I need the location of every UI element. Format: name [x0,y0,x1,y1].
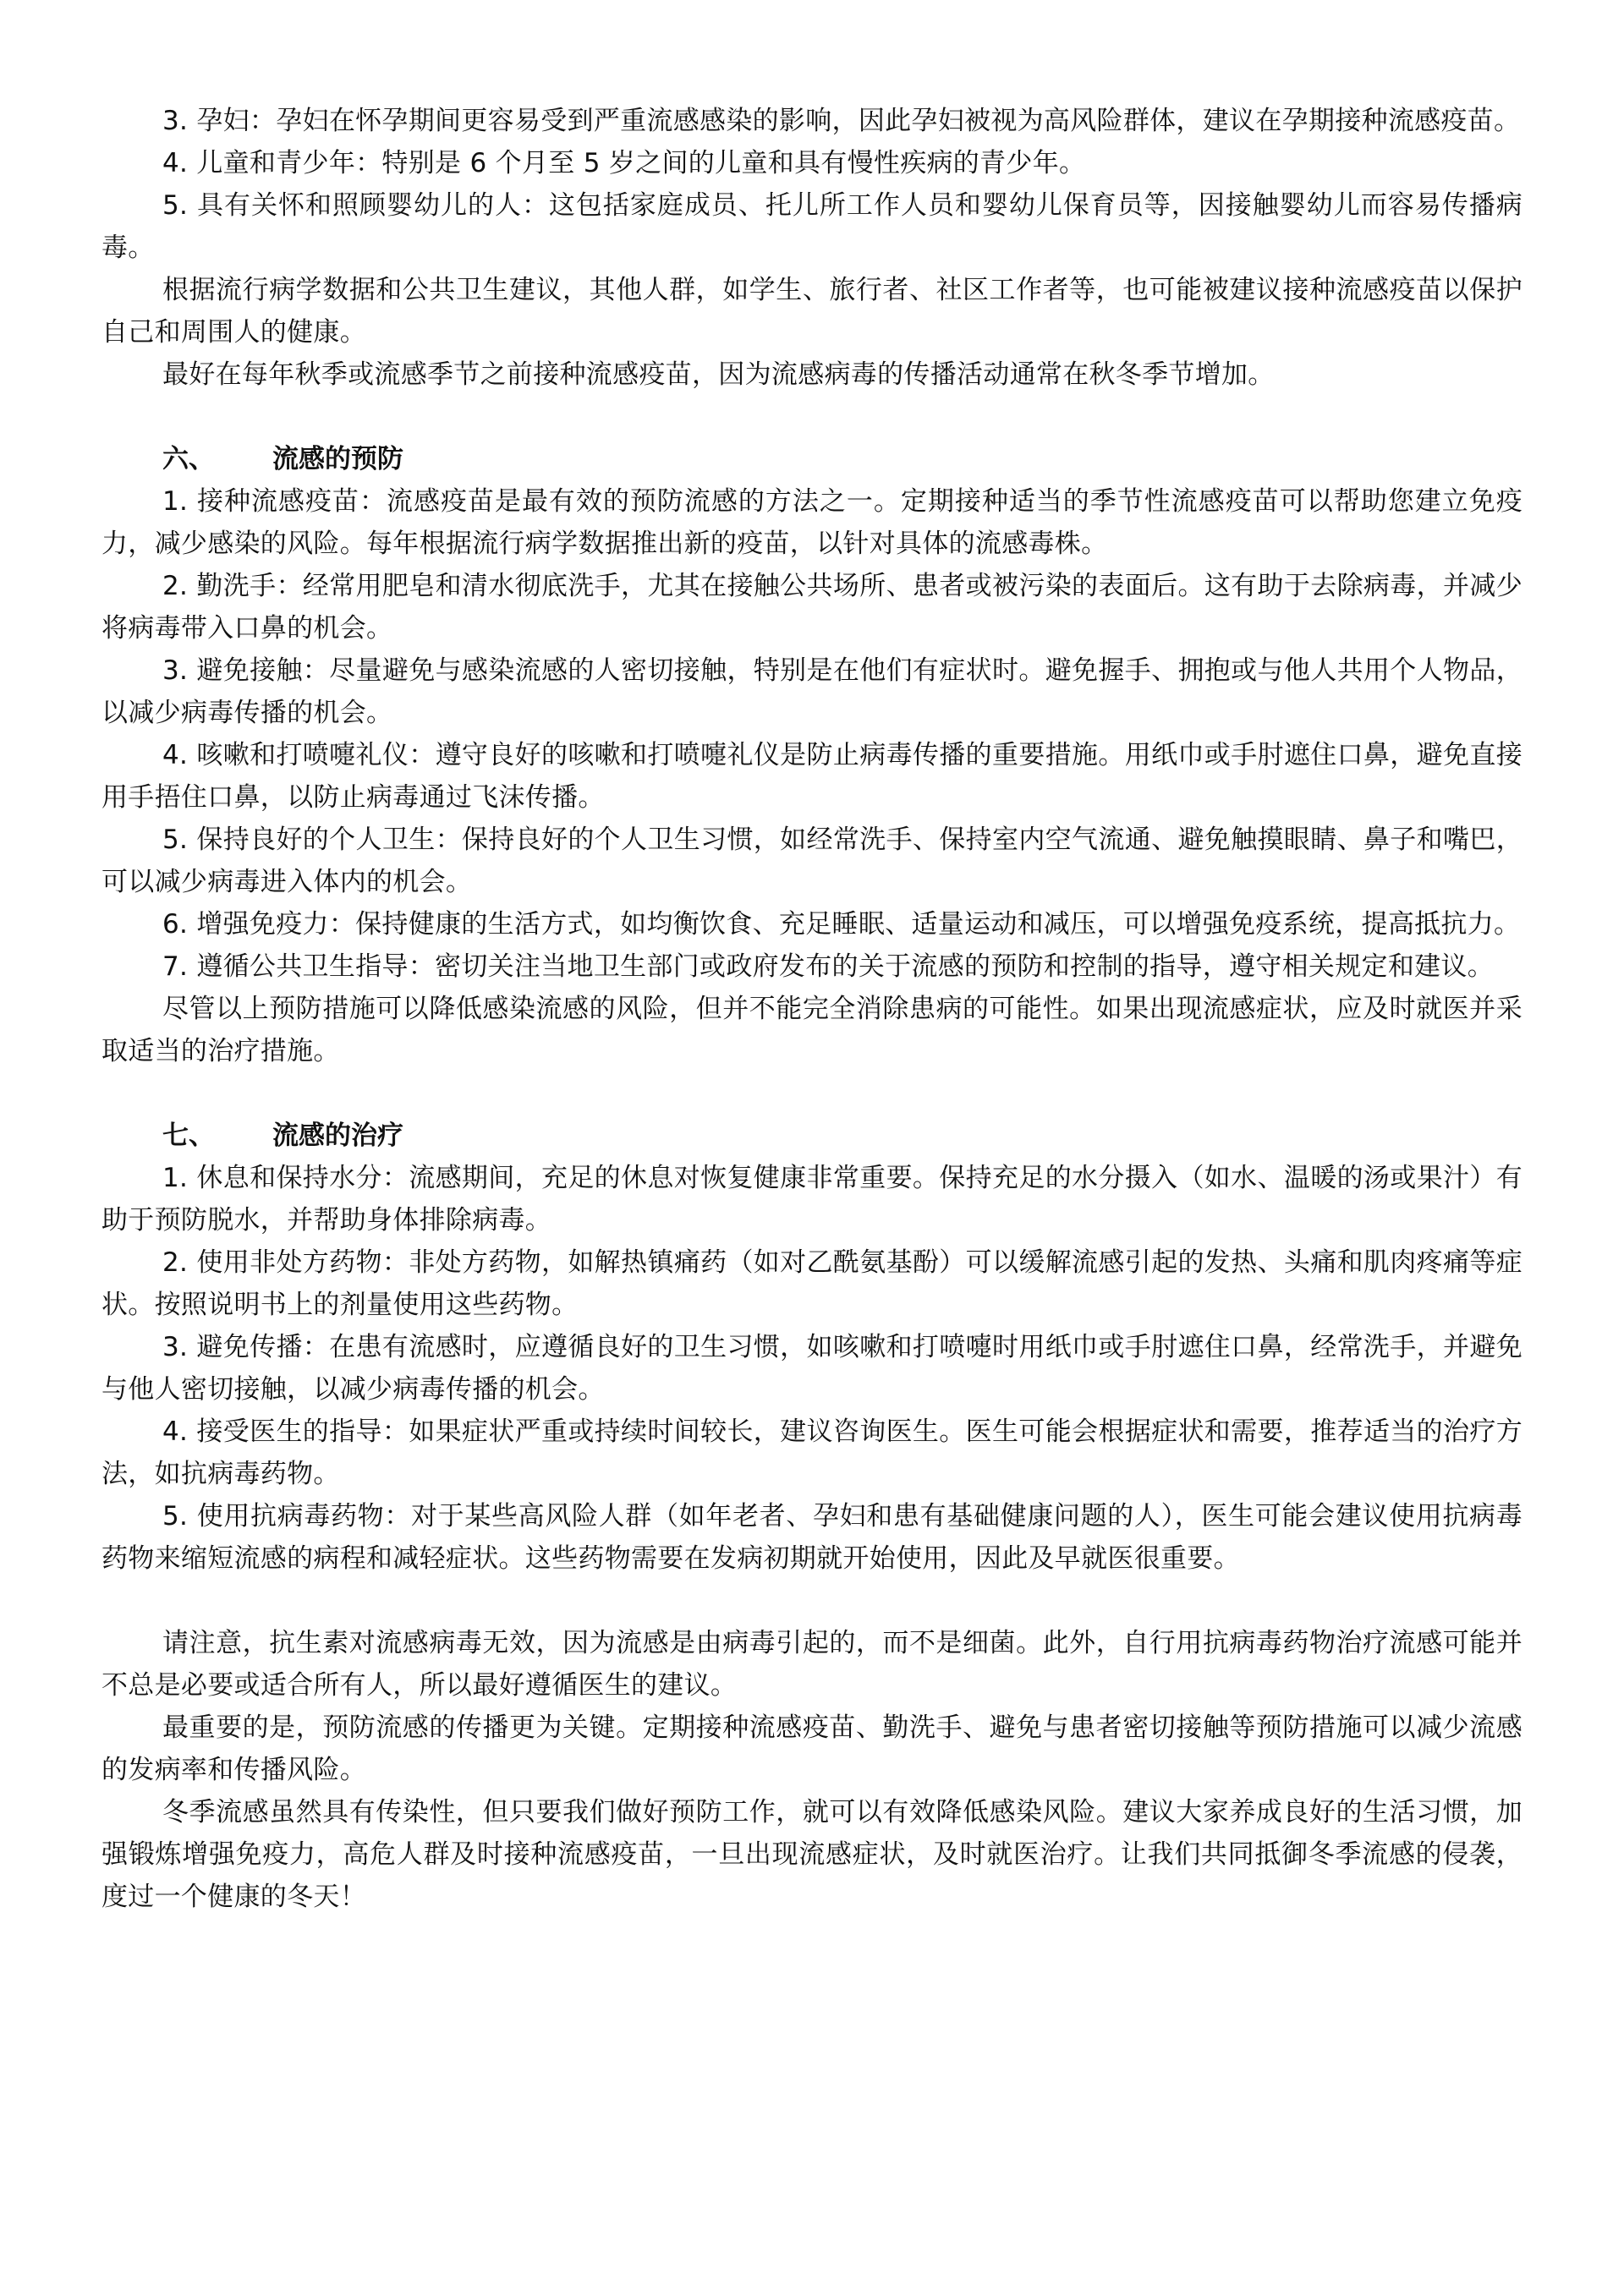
paragraph-prevention-1: 1. 接种流感疫苗：流感疫苗是最有效的预防流感的方法之一。定期接种适当的季节性流感疫苗可以帮助您建立免疫力，减少感染的风险。每年根据流行病学数据推出新的疫苗，以针对具体的流感毒株。 [102,486,1522,559]
paragraph-pregnant-women: 3. 孕妇：孕妇在怀孕期间更容易受到严重流感感染的影响，因此孕妇被视为高风险群体，建议在孕期接种流感疫苗。 [162,106,1521,136]
paragraph-prevention-6: 6. 增强免疫力：保持健康的生活方式，如均衡饮食、充足睡眠、适量运动和减压，可以增强免疫系统，提高抵抗力。 [162,909,1521,940]
section-heading-prevention [102,438,1522,480]
paragraph-treatment-5: 5. 使用抗病毒药物：对于某些高风险人群（如年老者、孕妇和患有基础健康问题的人），医生可能会建议使用抗病毒药物来缩短流感的病程和减轻症状。这些药物需要在发病初期就开始使用，因此及早就医很重要。 [102,1501,1522,1574]
paragraph-conclusion: 冬季流感虽然具有传染性，但只要我们做好预防工作，就可以有效降低感染风险。建议大家养成良好的生活习惯，加强锻炼增强免疫力，高危人群及时接种流感疫苗，一旦出现流感症状，及时就医治疗。让我们共同抵御冬季流感的侵袭，度过一个健康的冬天！ [102,1797,1522,1912]
paragraph-prevention-2: 2. 勤洗手：经常用肥皂和清水彻底洗手，尤其在接触公共场所、患者或被污染的表面后。这有助于去除病毒，并减少将病毒带入口鼻的机会。 [102,571,1522,644]
section-number: 六、 [162,444,215,474]
paragraph-treatment-2: 2. 使用非处方药物：非处方药物，如解热镇痛药（如对乙酰氨基酚）可以缓解流感引起的发热、头痛和肌肉疼痛等症状。按照说明书上的剂量使用这些药物。 [102,1247,1522,1320]
blank-line [102,1580,1522,1622]
paragraph-prevention-5: 5. 保持良好的个人卫生：保持良好的个人卫生习惯，如经常洗手、保持室内空气流通、避免触摸眼睛、鼻子和嘴巴，可以减少病毒进入体内的机会。 [102,825,1522,897]
paragraph-prevention-3: 3. 避免接触：尽量避免与感染流感的人密切接触，特别是在他们有症状时。避免握手、拥抱或与他人共用个人物品，以减少病毒传播的机会。 [102,655,1522,728]
paragraph-prevention-summary: 尽管以上预防措施可以降低感染流感的风险，但并不能完全消除患病的可能性。如果出现流感症状，应及时就医并采取适当的治疗措施。 [102,994,1522,1066]
paragraph-treatment-1: 1. 休息和保持水分：流感期间，充足的休息对恢复健康非常重要。保持充足的水分摄入（如水、温暖的汤或果汁）有助于预防脱水，并帮助身体排除病毒。 [102,1163,1522,1236]
section-title: 流感的治疗 [272,1121,403,1151]
paragraph-vaccination-timing: 最好在每年秋季或流感季节之前接种流感疫苗，因为流感病毒的传播活动通常在秋冬季节增加。 [162,359,1275,390]
paragraph-prevention-7: 7. 遵循公共卫生指导：密切关注当地卫生部门或政府发布的关于流感的预防和控制的指导，遵守相关规定和建议。 [162,951,1495,982]
section-number: 七、 [162,1121,215,1151]
paragraph-antibiotics-note: 请注意，抗生素对流感病毒无效，因为流感是由病毒引起的，而不是细菌。此外，自行用抗病毒药物治疗流感可能并不总是必要或适合所有人，所以最好遵循医生的建议。 [102,1628,1522,1701]
paragraph-prevention-key: 最重要的是，预防流感的传播更为关键。定期接种流感疫苗、勤洗手、避免与患者密切接触等预防措施可以减少流感的发病率和传播风险。 [102,1712,1522,1785]
paragraph-treatment-4: 4. 接受医生的指导：如果症状严重或持续时间较长，建议咨询医生。医生可能会根据症状和需要，推荐适当的治疗方法，如抗病毒药物。 [102,1417,1522,1489]
paragraph-children-teens: 4. 儿童和青少年：特别是 6 个月至 5 岁之间的儿童和具有慢性疾病的青少年。 [162,148,1086,178]
paragraph-prevention-4: 4. 咳嗽和打喷嚏礼仪：遵守良好的咳嗽和打喷嚏礼仪是防止病毒传播的重要措施。用纸巾或手肘遮住口鼻，避免直接用手捂住口鼻，以防止病毒通过飞沫传播。 [102,740,1522,813]
section-title: 流感的预防 [272,444,403,474]
section-heading-treatment [102,1115,1522,1157]
paragraph-treatment-3: 3. 避免传播：在患有流感时，应遵循良好的卫生习惯，如咳嗽和打喷嚏时用纸巾或手肘遮住口鼻，经常洗手，并避免与他人密切接触，以减少病毒传播的机会。 [102,1332,1522,1405]
paragraph-infant-caregivers: 5. 具有关怀和照顾婴幼儿的人：这包括家庭成员、托儿所工作人员和婴幼儿保育员等，因接触婴幼儿而容易传播病毒。 [102,190,1522,263]
paragraph-other-groups: 根据流行病学数据和公共卫生建议，其他人群，如学生、旅行者、社区工作者等，也可能被建议接种流感疫苗以保护自己和周围人的健康。 [102,275,1522,348]
